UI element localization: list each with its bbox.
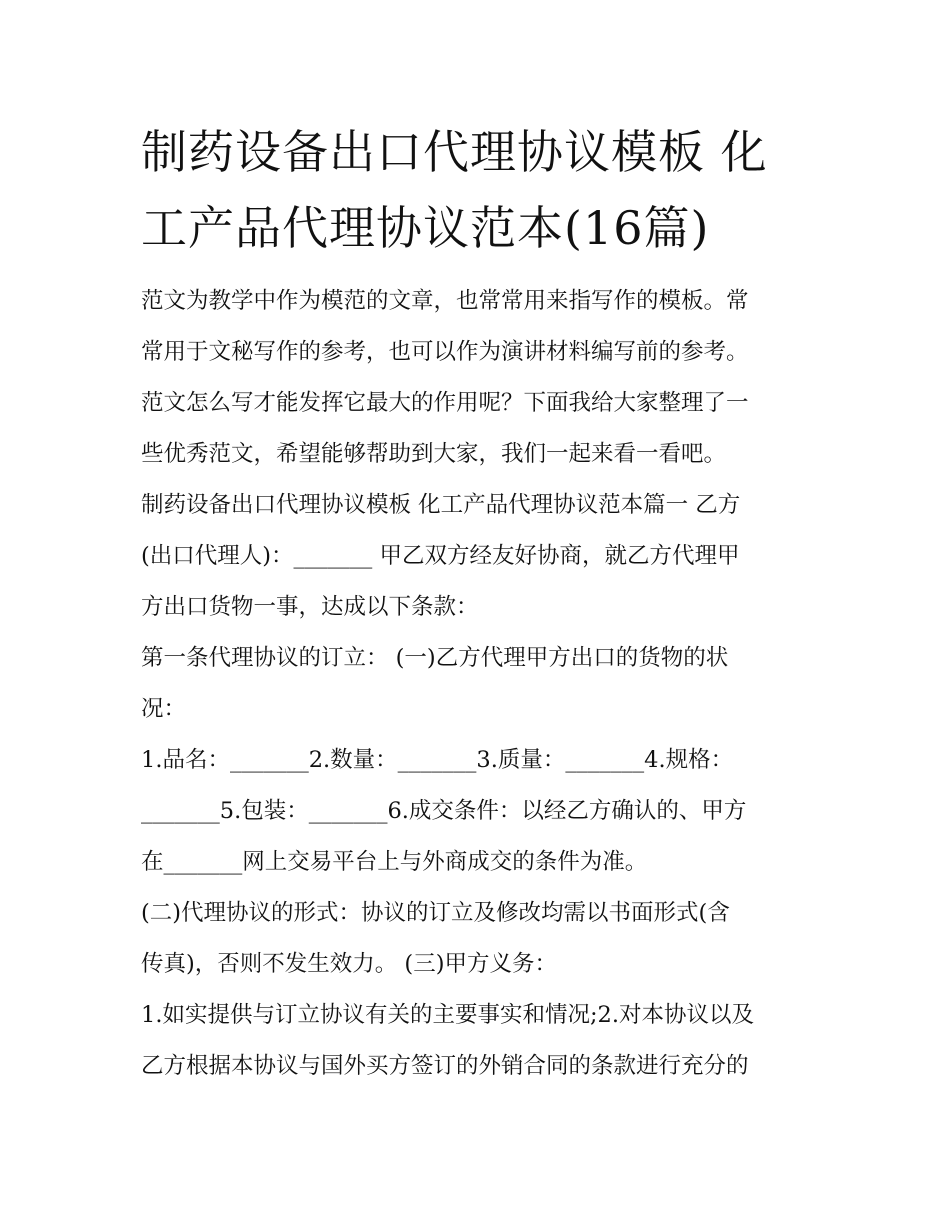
article-one-paragraph: 第一条代理协议的订立： (一)乙方代理甲方出口的货物的状 况： (141, 645, 729, 722)
agreement-opening-paragraph: 制药设备出口代理协议模板 化工产品代理协议范本篇一 乙方 (出口代理人)：_______ 甲乙双方经友好协商，就乙方代理甲 方出口货物一事，达成以下条款： (141, 492, 741, 620)
goods-details-paragraph: 1.品名：_______2.数量：_______3.质量：_______4.规格： _______5.包装：_______6.成交条件：以经乙方确认的、甲方 在_______网上交易平台上与外商成交的条件为准。 (141, 747, 747, 875)
intro-paragraph: 范文为教学中作为模范的文章，也常常用来指写作的模板。常 常用于文秘写作的参考，也可以作为演讲材料编写前的参考。 范文怎么写才能发挥它最大的作用呢？下面我给大家整理了一 些优秀范文，希望能够帮助到大家，我们一起来看一看吧。 (141, 288, 749, 467)
document-title: 制药设备出口代理协议模板 化 工产品代理协议范本(16篇) (141, 125, 768, 255)
party-a-obligations-paragraph: 1.如实提供与订立协议有关的主要事实和情况;2.对本协议以及 乙方根据本协议与国外买方签订的外销合同的条款进行充分的 (141, 1002, 755, 1079)
agreement-form-paragraph: (二)代理协议的形式：协议的订立及修改均需以书面形式(含 传真)，否则不发生效力。 (三)甲方义务： (141, 900, 730, 977)
document-body (141, 276, 821, 1092)
